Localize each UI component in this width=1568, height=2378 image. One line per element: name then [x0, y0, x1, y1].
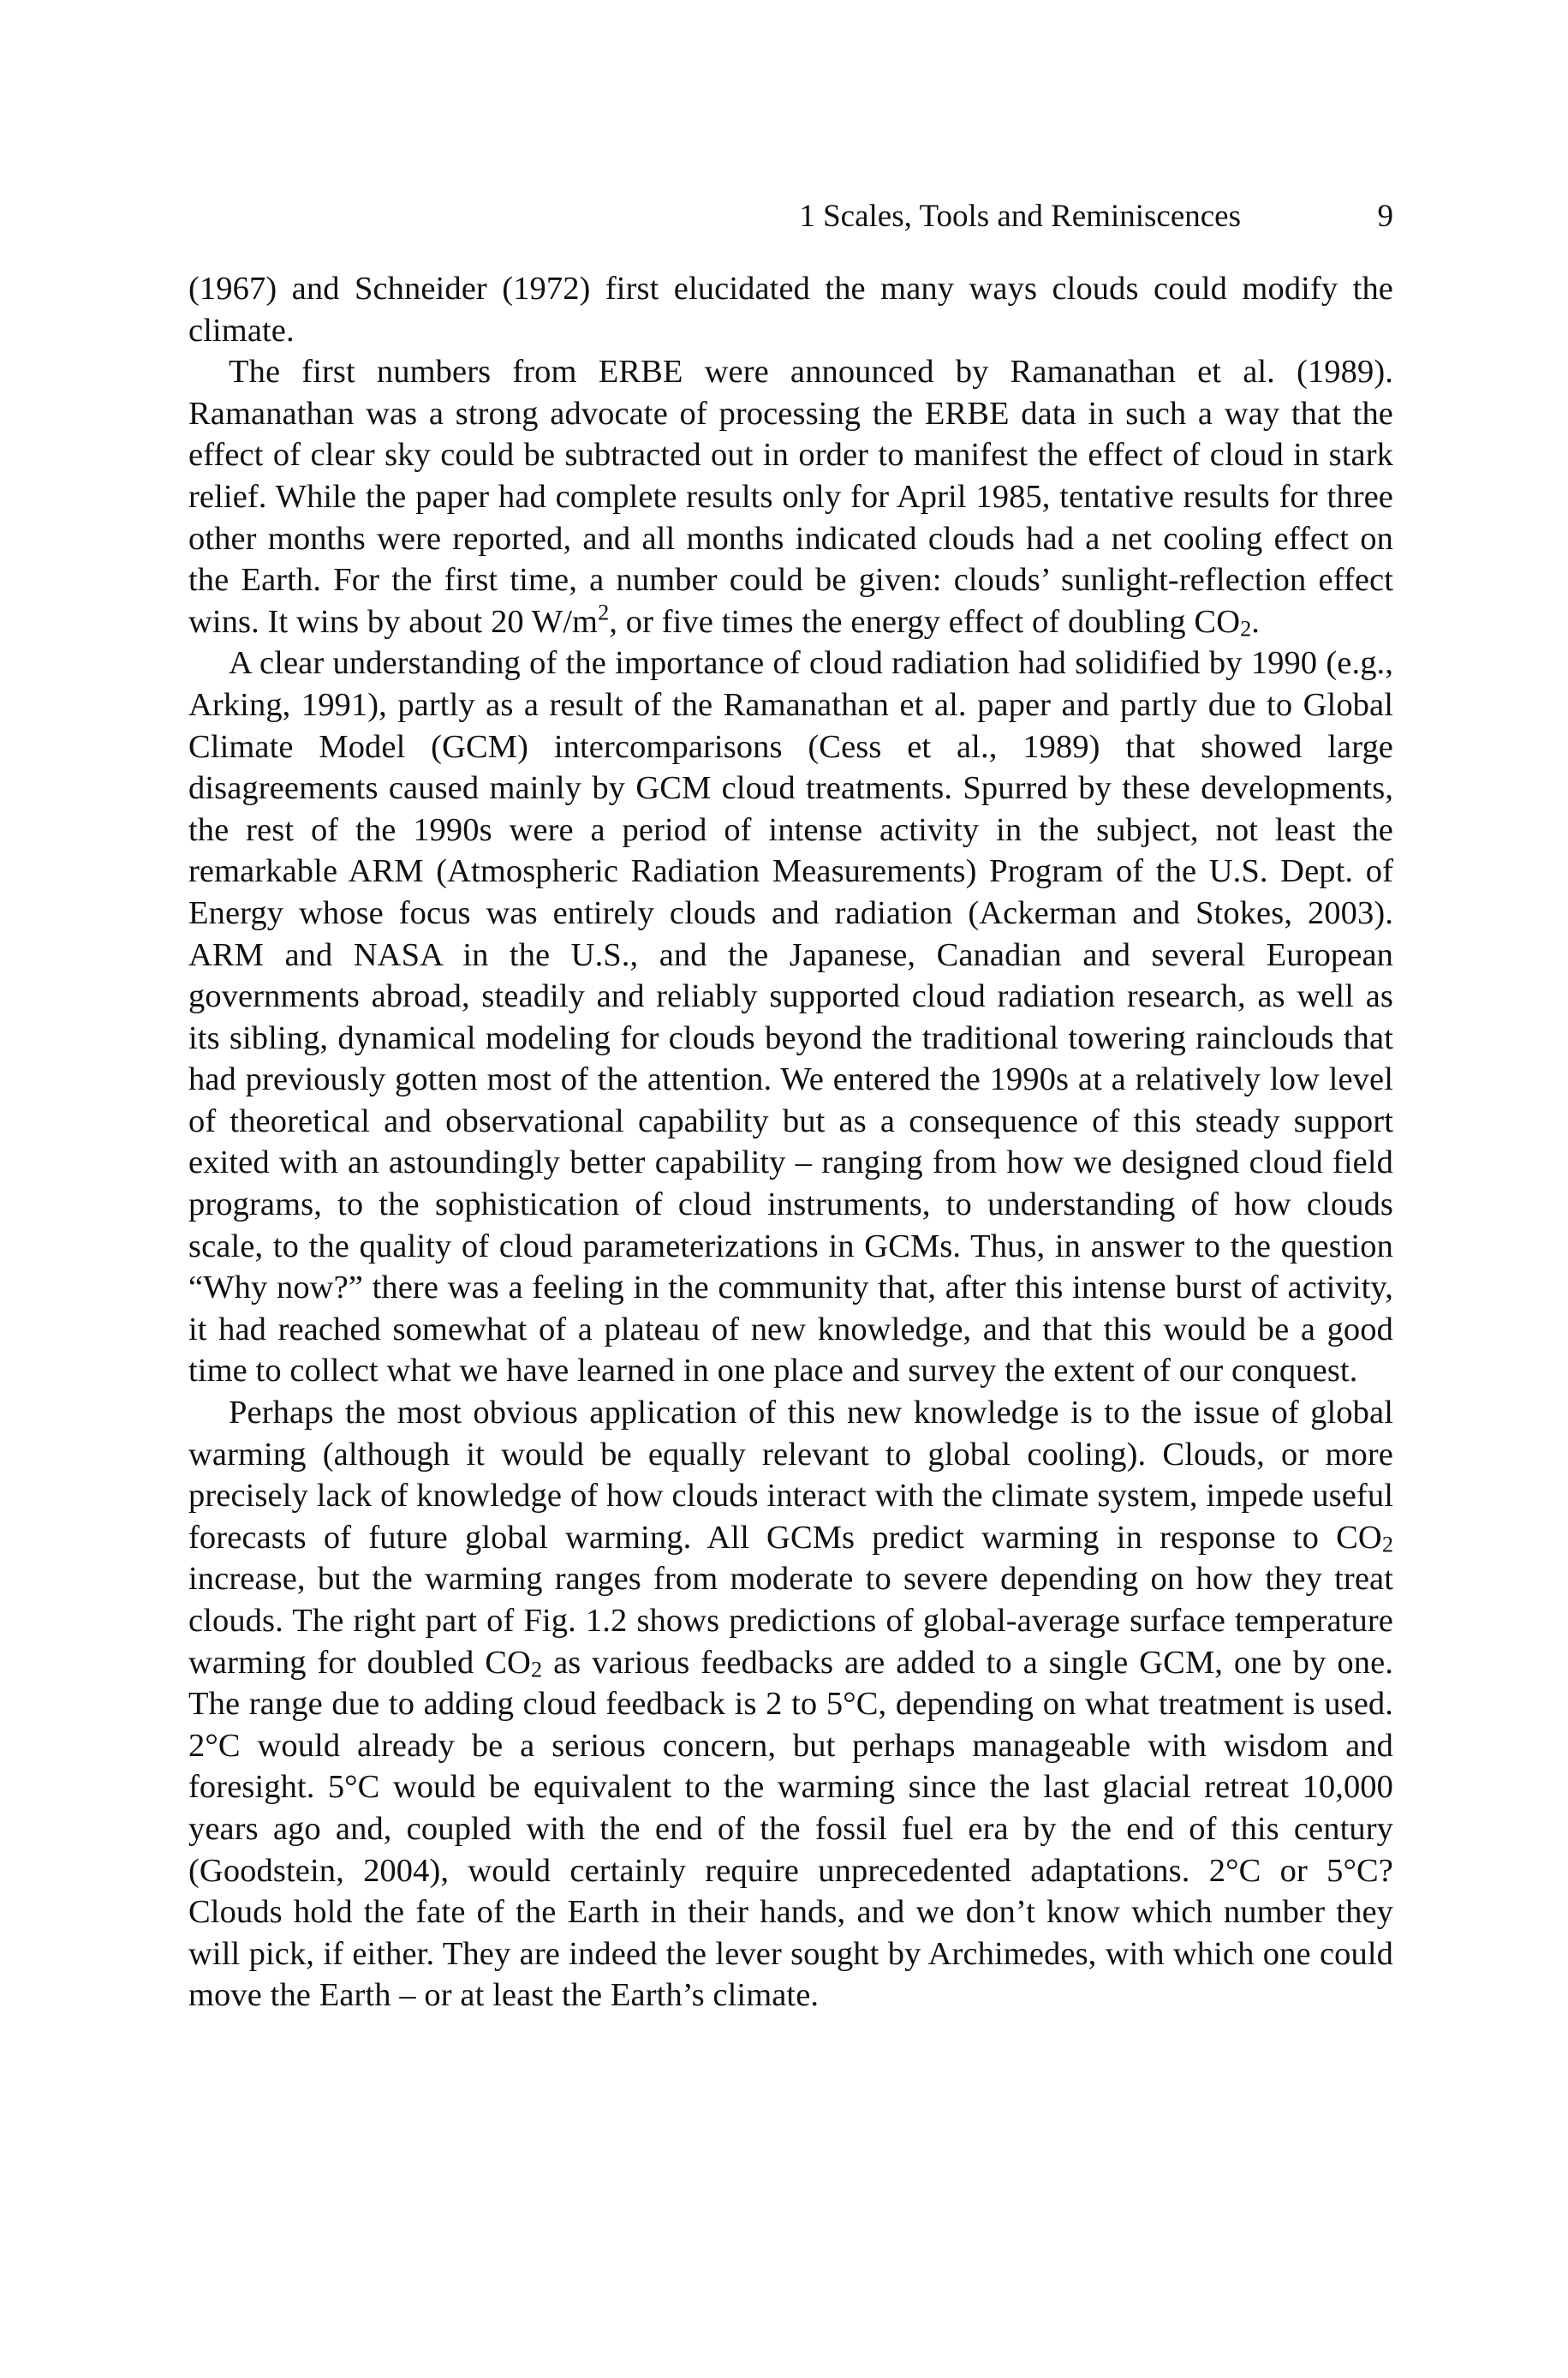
- body-text: [188, 268, 1393, 2017]
- paragraph-erbe: [188, 351, 1393, 642]
- subscript: 2: [530, 1657, 543, 1682]
- superscript: 2: [598, 600, 610, 625]
- paragraph-cloud-radiation: [188, 642, 1393, 1392]
- subscript: 2: [1381, 1532, 1393, 1557]
- paragraph-text: Perhaps the most obvious application of this new knowledge is to the issue of global warming (although it would be equally relevant to global cooling). Clouds, or more precisely lack of knowledge of how clouds interact with the climate system, impede useful forecasts of future global warming. All GCMs predict warming in response to CO: [188, 1395, 1393, 1556]
- paragraph-text: increase, but the warming ranges from moderate to severe depending on how they treat clouds. The right part of Fig. 1.2 shows predictions of global-average surface temperature warming for doubled CO: [188, 1561, 1393, 1681]
- paragraph-continued: [188, 268, 1393, 351]
- page-header: [188, 195, 1393, 238]
- paragraph-text: The first numbers from ERBE were announced by Ramanathan et al. (1989). Ramanathan was a strong advocate of processing the ERBE data in such a way that the effect of clear sky could be subtracted out in order to manifest the effect of cloud in stark relief. While the paper had complete results only for April 1985, tentative results for three other months were reported, and all months indicated clouds had a net cooling effect on the Earth. For the first time, a number could be given: clouds’ sunlight-reflection effect wins. It wins by about 20 W/m: [188, 354, 1393, 640]
- paragraph-text: .: [1251, 603, 1261, 640]
- paragraph-text: , or five times the energy effect of doubling CO: [609, 603, 1241, 640]
- paragraph-text: as various feedbacks are added to a single GCM, one by one. The range due to adding cloud feedback is 2 to 5°C, depending on what treatment is used. 2°C would already be a serious concern, but perhaps manageable with wisdom and foresight. 5°C would be equivalent to the warming since the last glacial retreat 10,000 years ago and, coupled with the end of the fossil fuel era by the end of this century (Goodstein, 2004), would certainly require unprecedented adaptations. 2°C or 5°C? Clouds hold the fate of the Earth in their hands, and we don’t know which number they will pick, if either. They are indeed the lever sought by Archimedes, with which one could move the Earth – or at least the Earth’s climate.: [188, 1644, 1393, 2014]
- paragraph-text: A clear understanding of the importance of cloud radiation had solidified by 1990 (e.g., Arking, 1991), partly as a result of the Ramanathan et al. paper and partly due to Global Climate Model (GCM) intercomparisons (Cess et al., 1989) that showed large disagreements caused mainly by GCM cloud treatments. Spurred by these developments, the rest of the 1990s were a period of intense activity in the subject, not least the remarkable ARM (Atmospheric Radiation Measurements) Program of the U.S. Dept. of Energy whose focus was entirely clouds and radiation (Ackerman and Stokes, 2003). ARM and NASA in the U.S., and the Japanese, Canadian and several European governments abroad, steadily and reliably supported cloud radiation research, as well as its sibling, dynamical modeling for clouds beyond the traditional towering rainclouds that had previously gotten most of the attention. We entered the 1990s at a relatively low level of theoretical and observational capability but as a consequence of this steady support exited with an astoundingly better capability – ranging from how we designed cloud field programs, to the sophistication of cloud instruments, to understanding of how clouds scale, to the quality of cloud parameterizations in GCMs. Thus, in answer to the question “Why now?” there was a feeling in the community that, after this intense burst of activity, it had reached somewhat of a plateau of new knowledge, and that this would be a good time to collect what we have learned in one place and survey the extent of our conquest.: [188, 645, 1393, 1389]
- page-number: 9: [1377, 199, 1393, 234]
- paragraph-global-warming: [188, 1392, 1393, 2017]
- running-head: 1 Scales, Tools and Reminiscences: [799, 199, 1241, 234]
- subscript: 2: [1240, 616, 1252, 642]
- paragraph-text: (1967) and Schneider (1972) first elucidated the many ways clouds could modify the climate.: [188, 271, 1393, 349]
